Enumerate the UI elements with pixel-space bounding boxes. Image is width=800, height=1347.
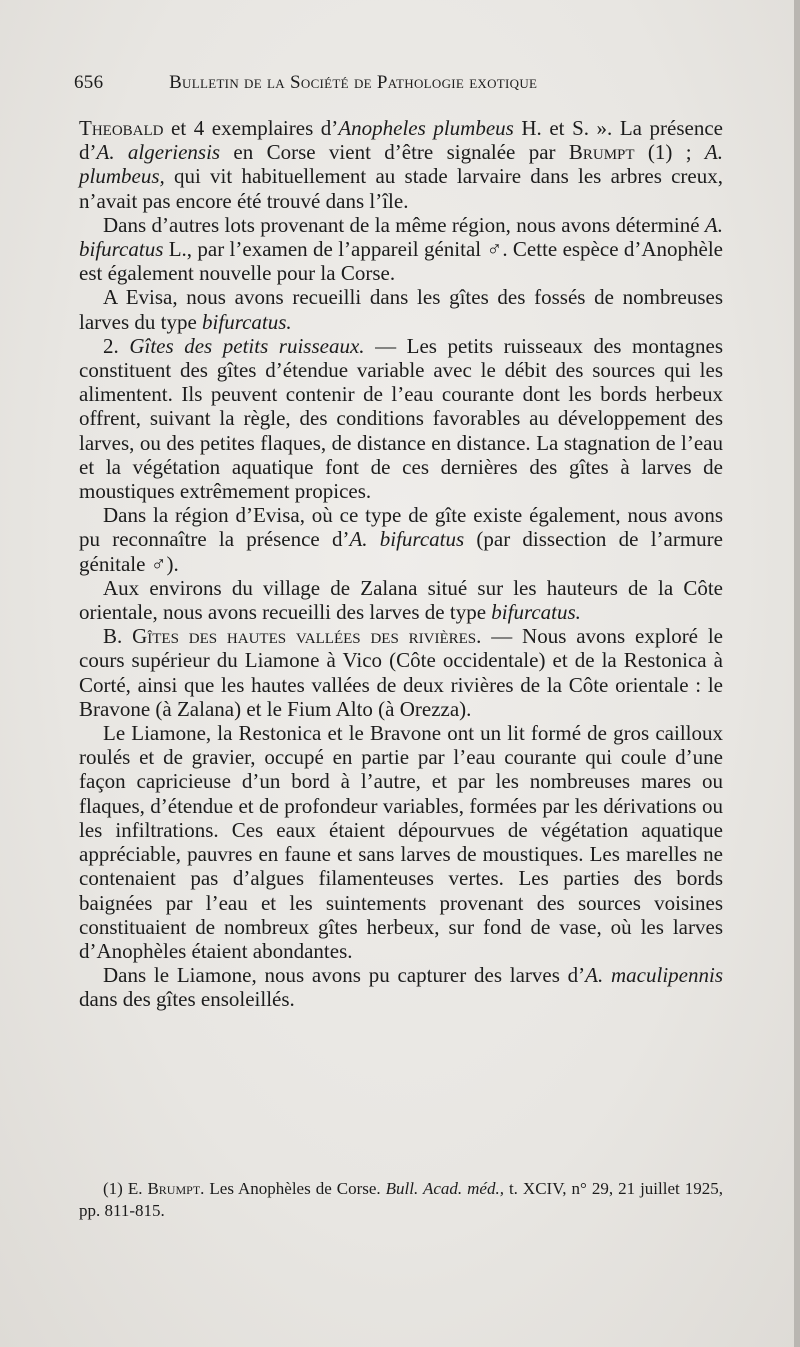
italic-text: Anopheles plumbeus bbox=[338, 116, 514, 140]
paragraph bbox=[79, 721, 723, 963]
text-run: — Les petits ruisseaux des montagnes constituent des gîtes d’étendue variable avec le débit des sources qui les alimentent. Ils peuvent contenir de l’eau courante dont les bords herbeux offrent, suivant la règle, des conditions favorables au développement des larves, ou des petites flaques, de distance en distance. La stagnation de l’eau et la végétation aquatique font de ces dernières des gîtes à larves de moustiques extrêmement propices. bbox=[79, 333, 724, 504]
text-run: (1) ; bbox=[634, 140, 705, 165]
small-caps-text: Gîtes des hautes vallées des rivières. bbox=[132, 624, 482, 649]
page-number: 656 bbox=[74, 72, 104, 93]
body-text bbox=[79, 116, 723, 1012]
paragraph bbox=[79, 624, 723, 721]
paragraph bbox=[79, 334, 723, 503]
paragraph bbox=[79, 576, 723, 624]
italic-text: A. plumbeus, bbox=[79, 140, 723, 189]
paragraph bbox=[79, 503, 723, 576]
text-run: L., par l’examen de l’appareil génital ♂. Cette espèce d’Anophèle est également nouvelle pour la Corse. bbox=[79, 237, 723, 286]
italic-text: Gîtes des petits ruisseaux. bbox=[129, 333, 365, 358]
text-run: dans des gîtes ensoleillés. bbox=[79, 987, 295, 1012]
italic-text: A. bifurcatus bbox=[79, 212, 723, 262]
text-run: B. bbox=[103, 624, 133, 649]
small-caps-text: Brumpt bbox=[147, 1179, 201, 1198]
paragraph bbox=[79, 213, 723, 286]
text-run: Dans d’autres lots provenant de la même région, nous avons déterminé bbox=[103, 212, 705, 237]
text-run: Dans la région d’Evisa, où ce type de gîte existe également, nous avons pu reconnaître la présence d’ bbox=[79, 503, 723, 552]
footnote-text bbox=[79, 1178, 723, 1222]
text-run: Le Liamone, la Restonica et le Bravone ont un lit formé de gros cailloux roulés et de gravier, occupé en partie par l’eau courante qui coule d’une façon capricieuse d’un bord à l’autre, et par les nombreuses mares ou flaques, d’étendue et de profondeur variables, formées par les dérivations ou les infiltrations. Ces eaux étaient dépourvues de végétation aquatique appréciable, pauvres en faune et sans larves de moustiques. Les marelles ne contenaient pas d’algues filamenteuses vertes. Les parties des bords baignées par l’eau et les suintements provenant des sources voisines constituaient de nombreux gîtes herbeux, sur fond de vase, où les larves d’Anophèles étaient abondantes. bbox=[79, 721, 723, 963]
italic-text: A. bifurcatus bbox=[349, 527, 465, 552]
text-run: Dans le Liamone, nous avons pu capturer des larves d’ bbox=[103, 963, 586, 988]
text-run: — Nous avons exploré le cours supérieur du Liamone à Vico (Côte occidentale) et de la Restonica à Corté, ainsi que les hautes vallées de deux rivières de la Côte orientale : le Bravone (à Zalana) et le Fium Alto (à Orezza). bbox=[79, 624, 723, 721]
italic-text: bifurcatus. bbox=[491, 600, 581, 625]
text-run: qui vit habituellement au stade larvaire dans les arbres creux, n’avait pas encore été trouvé dans l’île. bbox=[79, 164, 723, 213]
paragraph bbox=[79, 116, 723, 213]
text-run: A Evisa, nous avons recueilli dans les gîtes des fossés de nombreuses larves du type bbox=[79, 285, 723, 334]
text-run: H. et S. ». La présence d’ bbox=[79, 116, 723, 165]
text-run: (1) E. bbox=[103, 1179, 148, 1198]
running-header bbox=[74, 72, 734, 94]
paragraph bbox=[79, 963, 723, 1011]
running-title: Bulletin de la Société de Pathologie exotique bbox=[169, 72, 538, 93]
italic-text: A. algeriensis bbox=[96, 140, 221, 165]
paragraph bbox=[79, 285, 723, 333]
text-run: (par dissection de l’armure génitale ♂). bbox=[79, 527, 723, 576]
italic-text: Bull. Acad. méd., bbox=[385, 1179, 504, 1198]
text-run: et 4 exemplaires d’ bbox=[163, 116, 339, 140]
italic-text: A. maculipennis bbox=[585, 963, 723, 988]
italic-text: bifurcatus. bbox=[202, 309, 292, 334]
text-run: . Les Anophèles de Corse. bbox=[200, 1179, 386, 1198]
text-run: Aux environs du village de Zalana situé sur les hauteurs de la Côte orientale, nous avons recueilli des larves de type bbox=[79, 575, 723, 625]
small-caps-text: Brumpt bbox=[568, 140, 635, 165]
text-run: en Corse vient d’être signalée par bbox=[220, 140, 569, 165]
text-run: t. XCIV, n° 29, 21 juillet 1925, pp. 811-815. bbox=[79, 1179, 723, 1220]
small-caps-text: Theobald bbox=[79, 116, 164, 140]
footnote bbox=[79, 1178, 723, 1222]
text-run: 2. bbox=[103, 333, 130, 358]
page-edge bbox=[794, 0, 800, 1347]
